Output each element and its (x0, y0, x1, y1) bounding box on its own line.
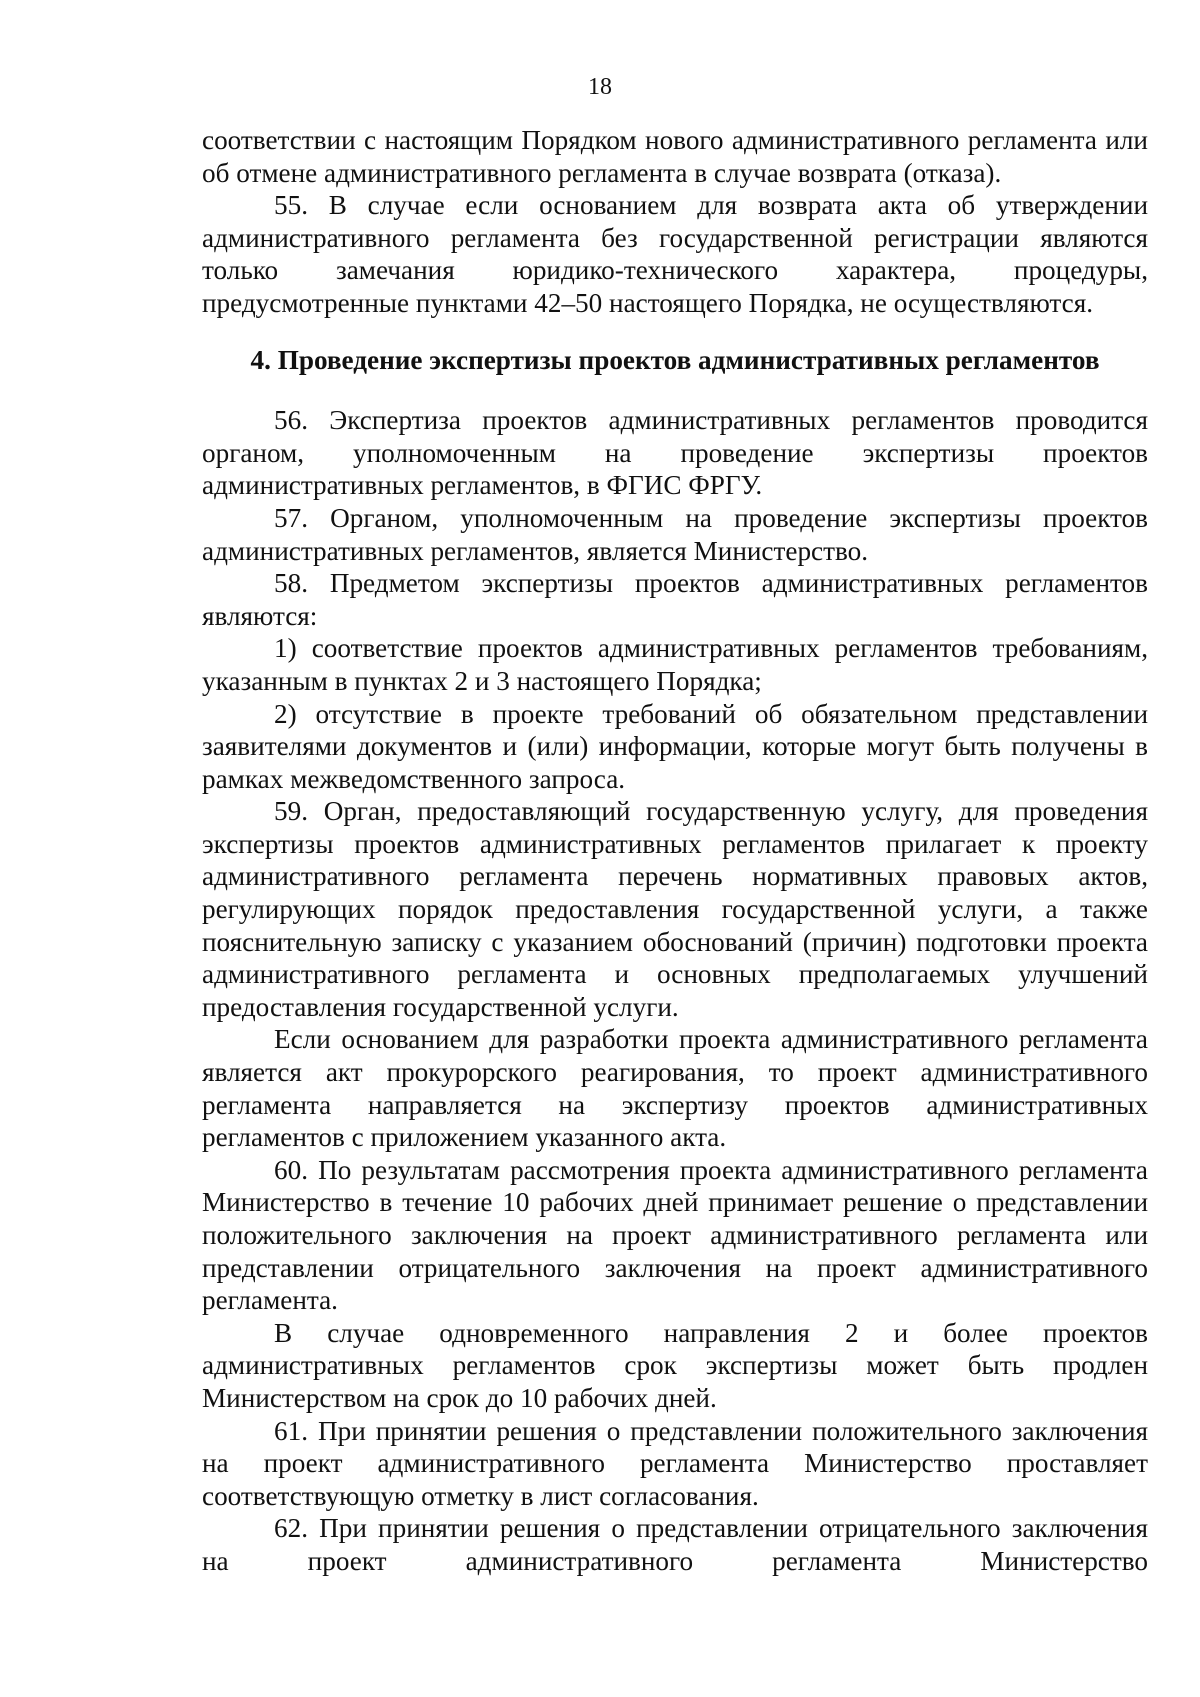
paragraph-56: 56. Экспертиза проектов административных регламентов проводится органом, уполномоченным на проведение экспертизы проектов административных регламентов, в ФГИС ФРГУ. (202, 405, 1148, 501)
paragraph-59-second: Если основанием для разработки проекта административного регламента является акт прокурорского реагирования, то проект административного регламента направляется на экспертизу проектов административных регламентов с приложением указанного акта. (202, 1024, 1148, 1153)
paragraph-55: 55. В случае если основанием для возврата акта об утверждении административного регламента без государственной регистрации являются только замечания юридико-технического характера, процедуры, предусмотренные пунктами 42–50 настоящего Порядка, не осуществляются. (202, 190, 1148, 318)
section-heading: 4. Проведение экспертизы проектов административных регламентов (250, 344, 1100, 375)
document-body (202, 124, 1148, 1578)
paragraph-60-second: В случае одновременного направления 2 и более проектов административных регламентов срок экспертизы может быть продлен Министерством на срок до 10 рабочих дней. (202, 1317, 1148, 1413)
paragraph-54-continuation: соответствии с настоящим Порядком нового административного регламента или об отмене административного регламента в случае возврата (отказа). (202, 125, 1148, 188)
paragraph-61: 61. При принятии решения о представлении положительного заключения на проект административного регламента Министерство проставляет соответствующую отметку в лист согласования. (202, 1415, 1148, 1511)
paragraph-58-item-2: 2) отсутствие в проекте требований об обязательном представлении заявителями документов и (или) информации, которые могут быть получены в рамках межведомственного запроса. (202, 698, 1148, 794)
paragraph-62: 62. При принятии решения о представлении отрицательного заключения на проект административного регламента Министерство (202, 1513, 1148, 1576)
page-number: 18 (588, 74, 612, 100)
paragraph-57: 57. Органом, уполномоченным на проведение экспертизы проектов административных регламентов, является Министерство. (202, 502, 1148, 566)
paragraph-58-item-1: 1) соответствие проектов административных регламентов требованиям, указанным в пунктах 2 и 3 настоящего Порядка; (202, 633, 1148, 696)
paragraph-58: 58. Предметом экспертизы проектов административных регламентов являются: (202, 568, 1148, 631)
paragraph-59: 59. Орган, предоставляющий государственную услугу, для проведения экспертизы проектов административных регламентов прилагает к проекту административного регламента перечень нормативных правовых актов, регулирующих порядок предоставления государственной услуги, а также пояснительную записку с указанием обоснований (причин) подготовки проекта административного регламента и основных предполагаемых улучшений предоставления государственной услуги. (202, 796, 1148, 1022)
paragraph-60: 60. По результатам рассмотрения проекта административного регламента Министерство в течение 10 рабочих дней принимает решение о представлении положительного заключения на проект административного регламента или представлении отрицательного заключения на проект административного регламента. (202, 1154, 1148, 1316)
